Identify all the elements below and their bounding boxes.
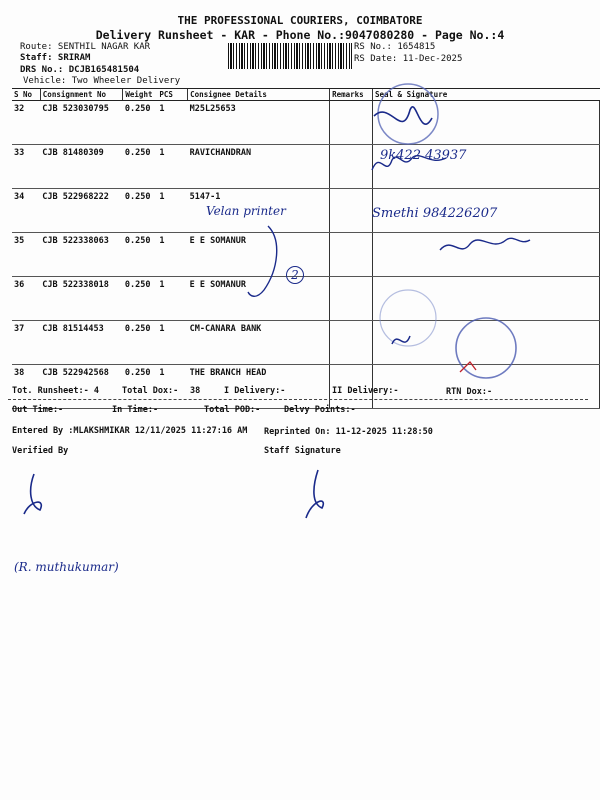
row-consignment: CJB 81514453 [40,321,123,365]
row-consignee: M25L25653 [188,101,330,145]
col-consignment: Consignment No [40,89,123,101]
signature-row33 [372,156,446,170]
row-sno: 32 [12,101,40,145]
row-sno: 38 [12,365,40,409]
staff-signature-label: Staff Signature [264,446,341,456]
row-consignment: CJB 522942568 [40,365,123,409]
row-pcs: 1 [157,321,187,365]
handwritten-bottom-name: (R. muthukumar) [14,560,119,574]
handwritten-note-row34: Velan printer [206,204,286,218]
verified-by-label: Verified By [12,446,69,456]
in-time: In Time:- [112,405,159,415]
row-weight: 0.250 [123,233,157,277]
col-pcs: PCS [157,89,187,101]
staff-label: Staff: SRIRAM [20,53,91,63]
reprinted-on: Reprinted On: 11-12-2025 11:28:50 [264,427,433,437]
col-remarks: Remarks [330,89,373,101]
col-consignee: Consignee Details [188,89,330,101]
tot-runsheet: Tot. Runsheet:- 4 [12,386,99,396]
row-sno: 33 [12,145,40,189]
row-weight: 0.250 [123,145,157,189]
rtn-dox: RTN Dox:- [446,387,493,397]
row-weight: 0.250 [123,189,157,233]
route-label: Route: SENTHIL NAGAR KAR [20,42,151,52]
signature-row35 [440,238,530,250]
row-weight: 0.250 [123,277,157,321]
handwritten-phone-row33: 9k422 43937 [380,148,467,163]
row-consignee: E E SOMANUR [188,277,330,321]
row-pcs: 1 [157,189,187,233]
row-pcs: 1 [157,233,187,277]
dashed-divider [8,399,588,400]
delvy-points: Delvy Points:- [284,405,356,415]
col-sno: S No [12,89,40,101]
row-weight: 0.250 [123,365,157,409]
row-consignment: CJB 522968222 [40,189,123,233]
bank-seal-row38 [456,318,516,378]
row-sno: 37 [12,321,40,365]
staff-signature-mark [306,470,323,518]
row-sno: 35 [12,233,40,277]
entered-by: Entered By :MLAKSHMIKAR 12/11/2025 11:27:16 AM [12,426,248,436]
row-consignment: CJB 522338018 [40,277,123,321]
verified-signature [24,474,41,514]
signature-row32 [374,107,432,124]
row-weight: 0.250 [123,101,157,145]
col-weight: Weight [123,89,157,101]
row-sno: 34 [12,189,40,233]
row-pcs: 1 [157,277,187,321]
row-pcs: 1 [157,145,187,189]
out-time: Out Time:- [12,405,64,415]
row-consignee: THE BRANCH HEAD [188,365,330,409]
rs-date: RS Date: 11-Dec-2025 [354,54,463,64]
row-consignee: 5147-1 [188,189,330,233]
total-dox-value: 38 [190,386,201,396]
runsheet-subtitle: Delivery Runsheet - KAR - Phone No.:9047080280 - Page No.:4 [95,28,505,42]
vehicle-label: Vehicle: Two Wheeler Delivery [23,76,181,86]
row-consignment: CJB 522338063 [40,233,123,277]
round-seal-row37 [380,290,436,346]
row-weight: 0.250 [123,321,157,365]
row-pcs: 1 [157,101,187,145]
ii-delivery: II Delivery:- [332,386,399,396]
rs-number: RS No.: 1654815 [354,42,436,52]
row-consignment: CJB 81480309 [40,145,123,189]
row-consignee: E E SOMANUR [188,233,330,277]
i-delivery: I Delivery:- [224,386,286,396]
row-consignee: CM-CANARA BANK [188,321,330,365]
row-pcs: 1 [157,365,187,409]
row-consignment: CJB 523030795 [40,101,123,145]
col-seal-signature: Seal & Signature [372,89,599,101]
circled-mark-row36: 2 [286,266,304,284]
row-sno: 36 [12,277,40,321]
company-title: THE PROFESSIONAL COURIERS, COIMBATORE [177,14,423,27]
total-dox-label: Total Dox:- [122,386,179,396]
bracket-mark [248,226,277,296]
handwritten-name-row35: Smethi 984226207 [372,206,498,221]
drs-number: DRS No.: DCJB165481504 [20,65,140,75]
total-pod: Total POD:- [204,405,261,415]
row-consignee: RAVICHANDRAN [188,145,330,189]
